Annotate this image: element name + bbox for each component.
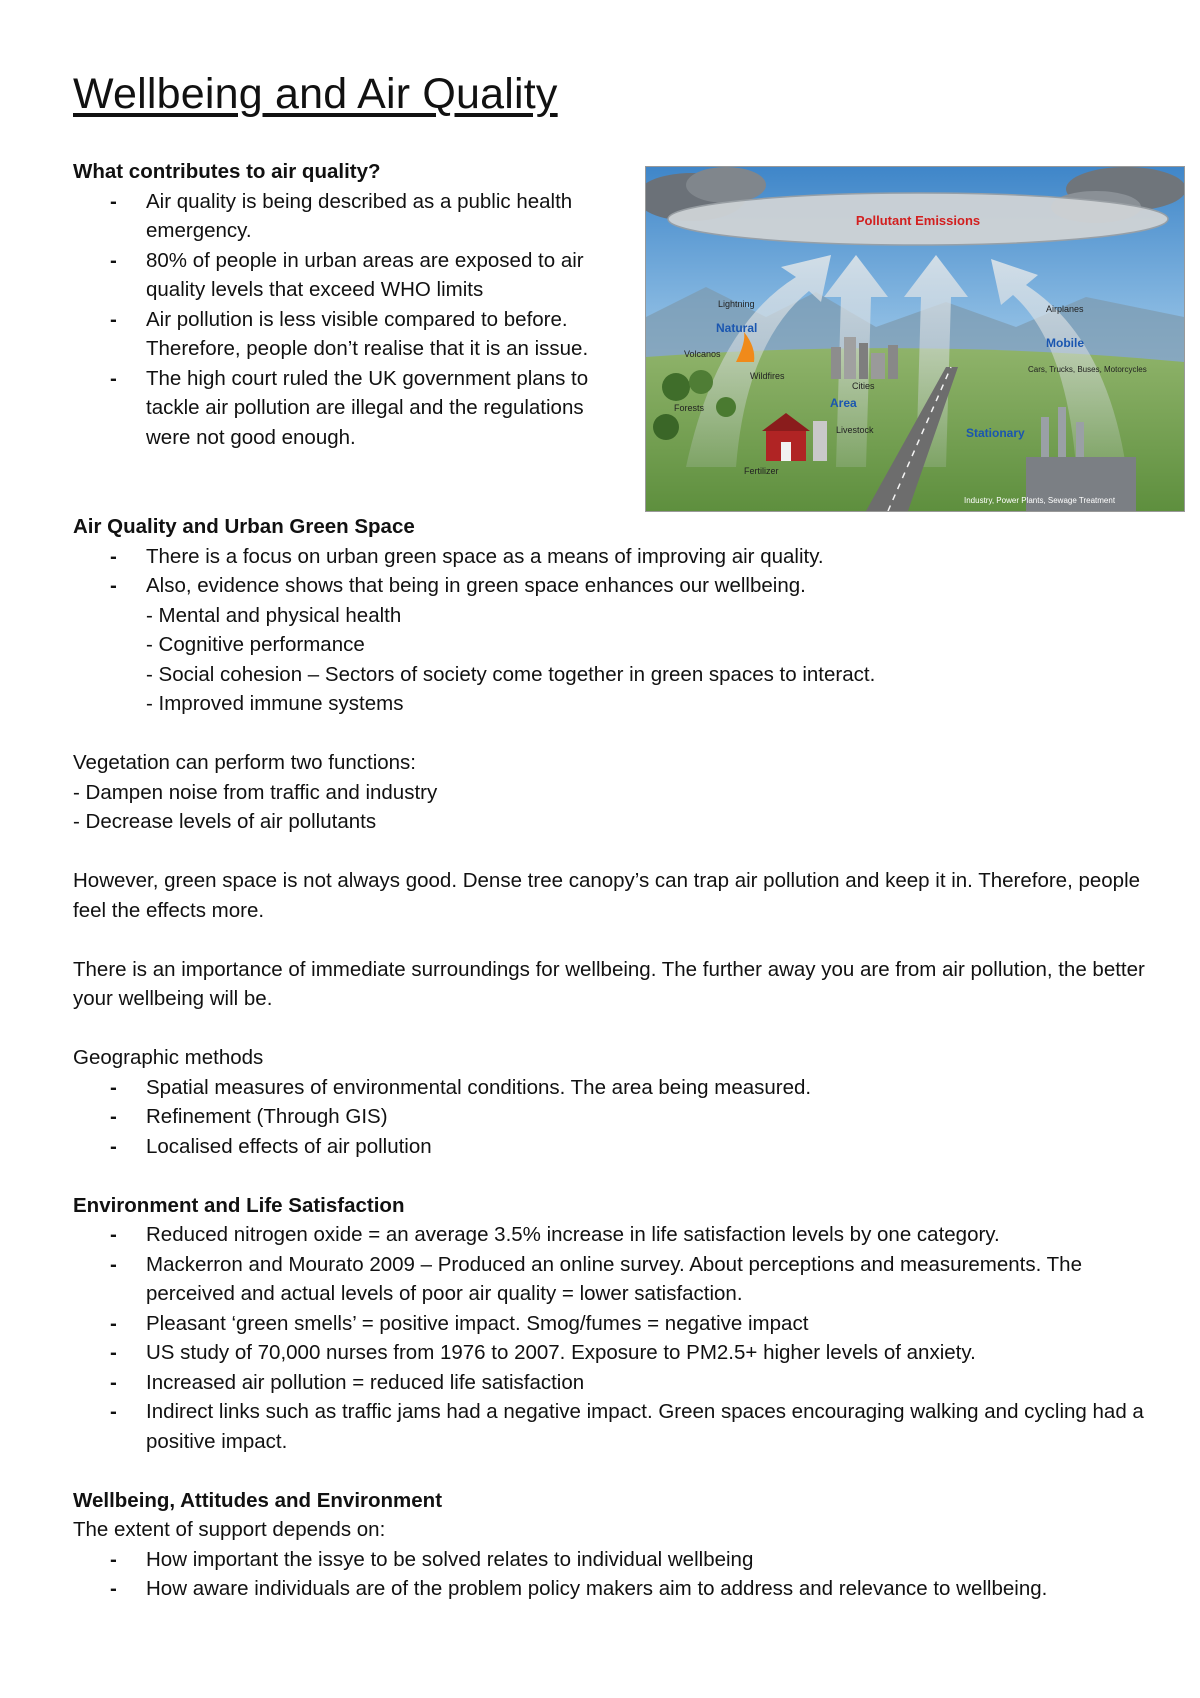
bullet-list (73, 187, 633, 453)
list-item: - Air pollution is less visible compared to before. Therefore, people don’t realise that it is an issue. (73, 305, 633, 364)
list-item: - Increased air pollution = reduced life satisfaction (73, 1368, 1153, 1398)
natural-label: Natural (716, 321, 758, 335)
mobile-label: Mobile (1046, 336, 1084, 350)
bullet-list (73, 1545, 1153, 1604)
list-item: - The high court ruled the UK government plans to tackle air pollution are illegal and the regulations were not good enough. (73, 364, 633, 453)
wildfires-label: Wildfires (750, 371, 785, 381)
list-item: - How important the issye to be solved relates to individual wellbeing (73, 1545, 1153, 1575)
list-item: - Mackerron and Mourato 2009 – Produced an online survey. About perceptions and measurements. The perceived and actual levels of poor air quality = lower satisfaction. (73, 1250, 1153, 1309)
section-heading: Air Quality and Urban Green Space (73, 515, 415, 538)
lightning-label: Lightning (718, 299, 755, 309)
section-heading: Wellbeing, Attitudes and Environment (73, 1488, 443, 1512)
list-item: - How aware individuals are of the problem policy makers aim to address and relevance to wellbeing. (73, 1574, 1153, 1604)
bullet-list (73, 542, 1153, 601)
list-item: - Pleasant ‘green smells’ = positive impact. Smog/fumes = negative impact (73, 1309, 1153, 1339)
stationary-label: Stationary (966, 426, 1025, 440)
list-item: - US study of 70,000 nurses from 1976 to 2007. Exposure to PM2.5+ higher levels of anxiety. (73, 1338, 1153, 1368)
vegetation-intro: Vegetation can perform two functions: (73, 751, 417, 774)
section-heading: What contributes to air quality? (73, 160, 381, 183)
sub-item: - Improved immune systems (146, 692, 404, 715)
bullet-list (73, 1220, 1153, 1456)
pollutant-emissions-diagram (645, 166, 1185, 512)
sub-item: - Cognitive performance (146, 633, 365, 656)
sub-item: - Social cohesion – Sectors of society come together in green spaces to interact. (146, 662, 876, 686)
main-body (73, 512, 1153, 1604)
list-item: - There is a focus on urban green space as a means of improving air quality. (73, 542, 1153, 572)
list-item: - Air quality is being described as a public health emergency. (73, 187, 633, 246)
airplanes-label: Airplanes (1046, 304, 1084, 314)
sub-item: - Mental and physical health (146, 603, 402, 627)
vegetation-line: - Dampen noise from traffic and industry (73, 780, 438, 804)
list-item: - Reduced nitrogen oxide = an average 3.5% increase in life satisfaction levels by one category. (73, 1220, 1153, 1250)
section-heading: Environment and Life Satisfaction (73, 1193, 405, 1217)
paragraph-green-space: However, green space is not always good. Dense tree canopy’s can trap air pollution and keep it in. Therefore, people feel the effects more. (73, 869, 1141, 922)
cities-label: Cities (852, 381, 875, 391)
list-item: - Refinement (Through GIS) (73, 1102, 1153, 1132)
area-label: Area (830, 396, 857, 410)
list-item: - Also, evidence shows that being in green space enhances our wellbeing. (73, 571, 1153, 601)
list-item: - 80% of people in urban areas are exposed to air quality levels that exceed WHO limits (73, 246, 633, 305)
page-title: Wellbeing and Air Quality (73, 70, 558, 118)
diagram-banner-label: Pollutant Emissions (855, 213, 981, 228)
section-intro: The extent of support depends on: (73, 1518, 386, 1541)
fertilizer-label: Fertilizer (744, 466, 779, 476)
forests-label: Forests (674, 403, 705, 413)
list-item: - Spatial measures of environmental conditions. The area being measured. (73, 1073, 1153, 1103)
section-heading-plain: Geographic methods (73, 1046, 264, 1069)
list-item: - Indirect links such as traffic jams had a negative impact. Green spaces encouraging walking and cycling had a positive impact. (73, 1397, 1153, 1456)
bullet-list (73, 1073, 1153, 1162)
industry-label: Industry, Power Plants, Sewage Treatment (964, 496, 1116, 505)
list-item: - Localised effects of air pollution (73, 1132, 1153, 1162)
volcanos-label: Volcanos (684, 349, 721, 359)
cars-label: Cars, Trucks, Buses, Motorcycles (1028, 365, 1147, 374)
section-air-quality-contributors (73, 157, 633, 452)
livestock-label: Livestock (836, 425, 874, 435)
vegetation-line: - Decrease levels of air pollutants (73, 810, 377, 833)
paragraph-surroundings: There is an importance of immediate surroundings for wellbeing. The further away you are from air pollution, the better your wellbeing will be. (73, 957, 1145, 1010)
